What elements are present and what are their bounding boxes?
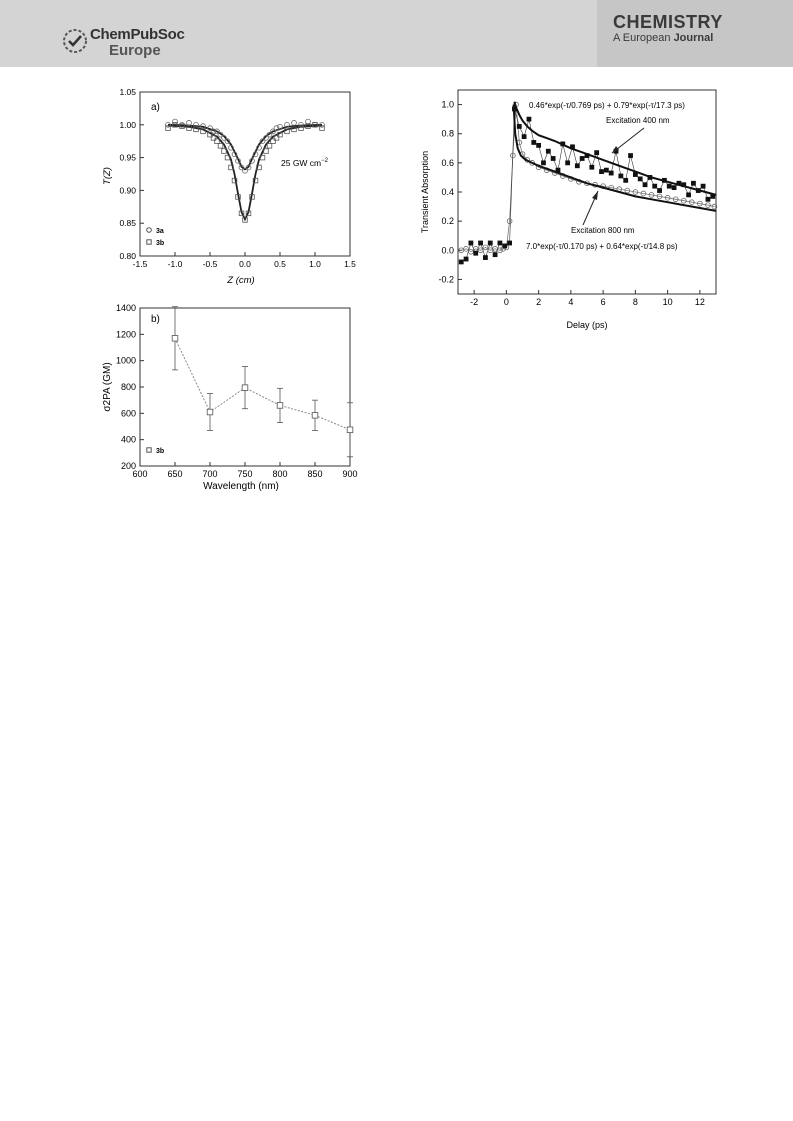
chempubsoc-emblem-icon	[62, 28, 88, 54]
x-tick-label: -1.5	[132, 259, 148, 269]
data-point-400nm	[551, 156, 556, 161]
data-point-400nm	[652, 184, 657, 189]
journal-logo	[597, 0, 793, 67]
y-axis-label: Transient Absorption	[420, 150, 430, 234]
y-tick-label: 0.4	[441, 187, 454, 197]
chart-b-two-photon	[96, 300, 366, 500]
data-point-400nm	[464, 257, 469, 262]
data-point-400nm	[589, 165, 594, 170]
fit-line-2	[168, 126, 322, 220]
data-point-400nm	[662, 178, 667, 183]
data-point-400nm	[710, 194, 715, 199]
fit-800-equation: 7.0*exp(-τ/0.170 ps) + 0.64*exp(-τ/14.8 ps)	[526, 242, 678, 251]
y-tick-label: 0.85	[119, 218, 136, 229]
data-point-400nm	[604, 168, 609, 173]
data-point-3b	[312, 413, 318, 419]
x-axis-label: Z (cm)	[227, 275, 255, 286]
y-tick-label: 1.00	[119, 119, 136, 130]
data-point-400nm	[522, 134, 527, 139]
data-point-400nm	[643, 182, 648, 187]
x-tick-label: 12	[694, 297, 705, 307]
plot-frame	[458, 90, 716, 294]
y-tick-label: 0.90	[119, 185, 136, 196]
y-tick-label: 0.80	[119, 251, 136, 261]
y-tick-label: 1.05	[119, 87, 136, 97]
fit-400-equation: 0.46*exp(-τ/0.769 ps) + 0.79*exp(-τ/17.3 ps)	[529, 101, 685, 110]
page-header	[0, 0, 793, 67]
panel-label: b)	[151, 314, 160, 325]
data-point-400nm	[672, 185, 677, 190]
x-tick-label: 600	[132, 469, 148, 479]
data-point-400nm	[681, 182, 686, 187]
journal-title: CHEMISTRY	[613, 12, 723, 32]
data-point-400nm	[517, 124, 522, 129]
excitation-400-label: Excitation 400 nm	[606, 116, 670, 125]
data-point-400nm	[478, 241, 483, 246]
x-tick-label: 2	[536, 297, 542, 307]
data-point-400nm	[628, 153, 633, 158]
data-point-400nm	[623, 178, 628, 183]
data-point-400nm	[609, 171, 614, 176]
data-point-400nm	[507, 241, 512, 246]
data-point-400nm	[536, 143, 541, 148]
data-point-400nm	[560, 142, 565, 147]
legend-3b: 3b	[156, 240, 165, 247]
x-tick-label: 850	[307, 469, 323, 479]
data-point-400nm	[618, 174, 623, 179]
brand-name: ChemPubSoc	[90, 26, 185, 43]
legend	[147, 448, 164, 455]
y-axis-label: σ2PA (GM)	[102, 362, 113, 412]
x-tick-label: 6	[600, 297, 606, 307]
x-tick-label: 900	[342, 469, 358, 479]
x-tick-label: 8	[632, 297, 638, 307]
chart-c-transient	[416, 88, 722, 340]
data-point-3b	[242, 385, 248, 391]
data-point-400nm	[469, 241, 474, 246]
data-point-400nm	[483, 255, 488, 260]
data-point-400nm	[531, 140, 536, 145]
legend-3b: 3b	[156, 448, 165, 455]
y-tick-label: 0.6	[441, 157, 454, 168]
data-point-400nm	[575, 163, 580, 168]
data-point-400nm	[633, 172, 638, 177]
data-point-3a	[306, 119, 311, 124]
data-point-400nm	[701, 184, 706, 189]
data-point-400nm	[473, 251, 478, 256]
x-tick-label: 650	[167, 469, 183, 479]
data-point-400nm	[541, 160, 546, 165]
x-tick-label: 750	[237, 469, 253, 479]
data-point-400nm	[706, 197, 711, 202]
arrowhead-800	[592, 191, 598, 200]
y-axis-label: T(Z)	[102, 167, 113, 185]
excitation-800-label: Excitation 800 nm	[571, 226, 635, 235]
legend-3a: 3a	[156, 228, 164, 235]
data-point-400nm	[599, 169, 604, 174]
y-tick-label: 600	[120, 408, 136, 419]
x-tick-label: 4	[568, 297, 574, 307]
data-point-3a	[292, 120, 297, 125]
y-tick-label: 1000	[115, 355, 136, 366]
data-point-400nm	[691, 181, 696, 186]
y-tick-label: -0.2	[438, 274, 454, 285]
data-point-400nm	[570, 144, 575, 149]
x-tick-label: 10	[662, 297, 673, 307]
x-tick-label: -0.5	[202, 259, 218, 269]
data-point-400nm	[677, 181, 682, 186]
y-tick-label: 0.8	[441, 128, 454, 139]
data-point-400nm	[546, 149, 551, 154]
data-point-3b	[207, 409, 213, 415]
x-tick-label: 0.5	[274, 259, 286, 269]
data-point-400nm	[459, 260, 464, 265]
brand-sub: Europe	[109, 42, 161, 59]
panel-label: a)	[151, 102, 160, 113]
annotation-intensity: 25 GW $cm^{-2}$	[281, 158, 328, 168]
x-axis-label: Delay (ps)	[566, 320, 608, 330]
y-tick-label: 1200	[115, 329, 136, 340]
data-point-400nm	[493, 252, 498, 257]
x-tick-label: 0.0	[239, 259, 251, 269]
data-point-3b	[267, 143, 272, 148]
journal-subtitle: A European Journal	[613, 32, 714, 44]
x-tick-label: -1.0	[167, 259, 183, 269]
data-point-3a	[187, 120, 192, 125]
y-tick-label: 1400	[115, 303, 136, 313]
y-tick-label: 0.2	[441, 216, 454, 227]
x-tick-label: 1.5	[344, 259, 356, 269]
data-point-400nm	[647, 175, 652, 180]
data-point-400nm	[657, 188, 662, 193]
x-tick-label: 1.0	[309, 259, 321, 269]
x-tick-label: 800	[272, 469, 288, 479]
data-point-3b	[172, 335, 178, 341]
y-tick-label: 1.0	[441, 99, 454, 110]
data-point-3b	[277, 403, 283, 409]
data-point-400nm	[565, 160, 570, 165]
data-point-400nm	[527, 117, 532, 122]
y-tick-label: 400	[120, 434, 136, 445]
data-point-400nm	[556, 168, 561, 173]
x-tick-label: 700	[202, 469, 218, 479]
y-tick-label: 0.0	[441, 245, 454, 256]
data-point-400nm	[502, 244, 507, 249]
plot-frame	[140, 92, 350, 256]
data-point-400nm	[580, 156, 585, 161]
data-point-400nm	[512, 107, 517, 112]
data-point-400nm	[638, 176, 643, 181]
data-point-3a	[173, 119, 178, 124]
data-point-400nm	[686, 193, 691, 198]
legend	[147, 228, 164, 247]
data-point-400nm	[585, 153, 590, 158]
data-point-400nm	[498, 241, 503, 246]
y-tick-label: 200	[120, 461, 136, 471]
y-tick-label: 800	[120, 382, 136, 392]
data-point-400nm	[488, 241, 493, 246]
x-tick-label: -2	[470, 297, 479, 307]
data-point-400nm	[667, 184, 672, 189]
data-point-3b	[347, 427, 353, 433]
y-tick-label: 0.95	[119, 152, 136, 163]
series-line	[175, 338, 350, 430]
data-point-400nm	[594, 150, 599, 155]
x-tick-label: 0	[503, 297, 509, 307]
chart-a-zscan	[96, 80, 366, 290]
x-axis-label: Wavelength (nm)	[203, 481, 279, 492]
data-point-3b	[218, 143, 223, 148]
data-point-400nm	[696, 188, 701, 193]
